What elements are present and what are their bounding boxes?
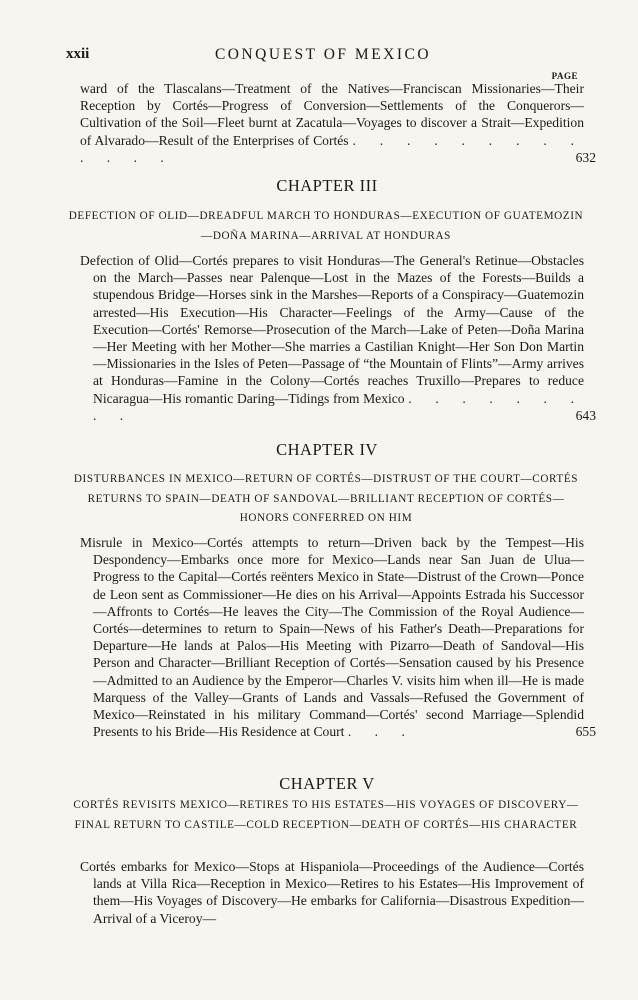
continued-summary [80,80,596,166]
continued-summary-text: ward of the Tlascalans—Treatment of the Natives—Franciscan Missionaries—Their Reception by Cortés—Progress of Conversion—Settlements of the Conquerors—Cultivation of the Soil—Fleet burnt at Zacatula—Voyages to discover a Strait—Expedition of Alvarado—Result of the Enterprises of Cortés [80,81,584,148]
page-number: xxii [66,46,90,62]
chapter-page-number: 643 [575,407,596,423]
chapter-summary-text: Misrule in Mexico—Cortés attempts to return—Driven back by the Tempest—His Despondency—Embarks once more for Mexico—Lands near San Juan de Ulua—Progress to the Capital—Cortés reënters Mexico in State—Distrust of the Crown—Ponce de Leon sent as Commissioner—He dies on his Arrival—Appoints Estrada his Successor—Affronts to Cortés—He leaves the City—The Commission of the Royal Audience—Cortés—determines to return to Spain—News of his Father's Death—Preparations for Departure—He lands at Palos—His Meeting with Pizarro—Death of Sandoval—His Person and Character—Brilliant Reception of Cortés—Sensation caused by his Presence—Admitted to an Audience by the Emperor—Charles V. visits him when ill—He is made Marquess of the Valley—Grants of Lands and Vassals—Refused the Government of Mexico—Reinstated in his military Command—Cortés' second Marriage—Splendid Presents to his Bride—His Residence at Court [80,535,584,740]
chapter-summary-text: Cortés embarks for Mexico—Stops at Hispaniola—Proceedings of the Audience—Cortés lands at Villa Rica—Reception in Mexico—Retires to his Estates—His Improvement of them—His Voyages of Discovery—He embarks for California—Disastrous Expedition—Arrival of a Viceroy— [80,859,584,926]
chapter-subtitle: DISTURBANCES IN MEXICO—RETURN OF CORTÉS—DISTRUST OF THE COURT—CORTÉS RETURNS TO SPAIN—DEATH OF SANDOVAL—BRILLIANT RECEPTION OF CORTÉS—HONORS CONFERRED ON HIM [73,473,579,524]
page-header [66,44,580,81]
running-title: CONQUEST OF MEXICO [214,46,432,63]
continued-page-number: 632 [575,149,596,165]
chapter-summary-text: Defection of Olid—Cortés prepares to visit Honduras—The General's Retinue—Obstacles on the March—Passes near Palenque—Lost in the Mazes of the Forests—Builds a stupendous Bridge—Horses sink in the Marshes—Reports of a Conspiracy—Guatemozin arrested—His Execution—His Character—Feelings of the Army—Cause of the Execution—Cortés' Remorse—Prosecution of the March—Lake of Peten—Doña Marina—Her Meeting with her Mother—She marries a Castilian Knight—Her Son Don Martin—Missionaries in the Isles of Peten—Passage of “the Mountain of Flints”—Army arrives at Honduras—Famine in the Colony—Cortés reaches Truxillo—Prepares to reduce Nicaragua—His romantic Daring—Tidings from Mexico [80,253,584,406]
chapter-page-number: 655 [575,724,596,740]
chapter-heading: CHAPTER IV [276,440,378,459]
chapter-summary [80,252,596,424]
chapter-heading: CHAPTER V [279,774,375,793]
chapter-subtitle: CORTÉS REVISITS MEXICO—RETIRES TO HIS ESTATES—HIS VOYAGES OF DISCOVERY—FINAL RETURN TO CASTILE—COLD RECEPTION—DEATH OF CORTÉS—HIS CHARACTER [73,799,579,831]
chapter-heading: CHAPTER III [276,176,378,195]
chapter-summary [80,858,584,927]
dot-leaders: . . . . . . . . . . . . . [80,132,584,165]
chapter-subtitle: DEFECTION OF OLID—DREADFUL MARCH TO HONDURAS—EXECUTION OF GUATEMOZIN—DOÑA MARINA—ARRIVAL AT HONDURAS [68,210,584,242]
page-column-label: PAGE [551,71,578,81]
chapter-summary [80,534,596,740]
dot-leaders: . . . [347,724,415,740]
dot-leaders: . . . . . . . . . [93,390,584,423]
